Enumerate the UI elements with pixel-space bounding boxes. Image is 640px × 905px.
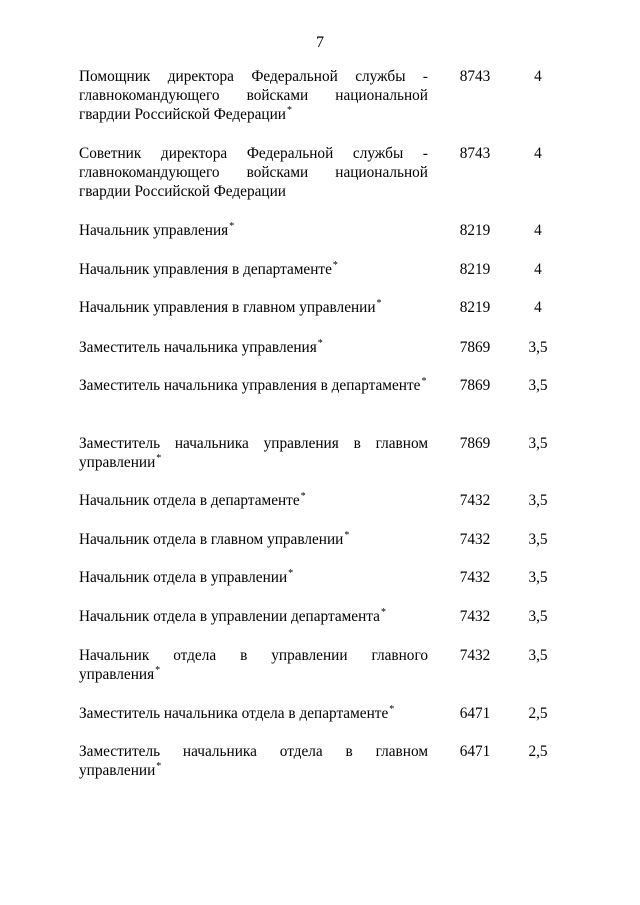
position-code: 7432	[459, 608, 491, 625]
salary-coefficient: 4	[534, 145, 542, 162]
position-code: 8219	[459, 261, 491, 278]
position-title: Заместитель начальника управления в департаменте*	[79, 376, 427, 394]
salary-coefficient: 4	[534, 261, 542, 278]
salary-coefficient: 3,5	[528, 492, 548, 509]
salary-coefficient: 3,5	[528, 435, 548, 452]
footnote-mark: *	[156, 761, 162, 772]
salary-coefficient: 4	[534, 222, 542, 239]
salary-coefficient: 4	[534, 68, 542, 85]
position-title: Начальник отдела в управлении главного управления*	[79, 647, 428, 683]
position-title: Начальник управления в департаменте*	[79, 260, 338, 278]
salary-coefficient: 3,5	[528, 531, 548, 548]
footnote-mark: *	[229, 221, 235, 232]
position-code: 8219	[459, 222, 491, 239]
position-code: 7869	[459, 435, 491, 452]
position-title: Заместитель начальника отдела в главном управлении*	[79, 743, 428, 779]
position-title: Заместитель начальника управления в главном управлении*	[79, 435, 428, 471]
position-code: 7432	[459, 569, 491, 586]
salary-coefficient: 3,5	[528, 377, 548, 394]
salary-coefficient: 3,5	[528, 569, 548, 586]
position-code: 7869	[459, 339, 491, 356]
salary-coefficient: 2,5	[528, 705, 548, 722]
position-title: Начальник отдела в управлении департамента*	[79, 607, 386, 625]
salary-coefficient: 4	[534, 299, 542, 316]
footnote-mark: *	[344, 530, 350, 541]
position-title: Начальник управления в главном управлении*	[79, 298, 382, 316]
position-title: Начальник отдела в управлении*	[79, 568, 294, 586]
footnote-mark: *	[286, 105, 292, 116]
position-code: 6471	[459, 705, 491, 722]
position-title: Советник директора Федеральной службы - главнокомандующего войсками национальной гвардии Российской Федерации	[79, 145, 428, 200]
footnote-mark: *	[317, 338, 323, 349]
position-code: 8743	[459, 68, 491, 85]
footnote-mark: *	[389, 704, 395, 715]
position-code: 8219	[459, 299, 491, 316]
position-code: 6471	[459, 743, 491, 760]
footnote-mark: *	[421, 376, 427, 387]
salary-coefficient: 3,5	[528, 647, 548, 664]
position-title: Начальник отдела в главном управлении*	[79, 530, 350, 548]
position-title: Начальник управления*	[79, 221, 235, 239]
position-title: Начальник отдела в департаменте*	[79, 491, 306, 509]
position-title: Заместитель начальника управления*	[79, 338, 323, 356]
salary-coefficient: 3,5	[528, 339, 548, 356]
footnote-mark: *	[332, 260, 338, 271]
position-code: 7432	[459, 647, 491, 664]
position-title: Заместитель начальника отдела в департаменте*	[79, 704, 395, 722]
salary-coefficient: 2,5	[528, 743, 548, 760]
footnote-mark: *	[155, 665, 161, 676]
position-title: Помощник директора Федеральной службы - главнокомандующего войсками национальной гвардии Российской Федерации*	[79, 68, 428, 123]
salary-coefficient: 3,5	[528, 608, 548, 625]
position-code: 7432	[459, 531, 491, 548]
footnote-mark: *	[380, 607, 386, 618]
footnote-mark: *	[156, 453, 162, 464]
position-code: 7432	[459, 492, 491, 509]
footnote-mark: *	[300, 491, 306, 502]
position-code: 8743	[459, 145, 491, 162]
position-code: 7869	[459, 377, 491, 394]
page-number: 7	[316, 34, 324, 51]
footnote-mark: *	[288, 568, 294, 579]
footnote-mark: *	[376, 298, 382, 309]
